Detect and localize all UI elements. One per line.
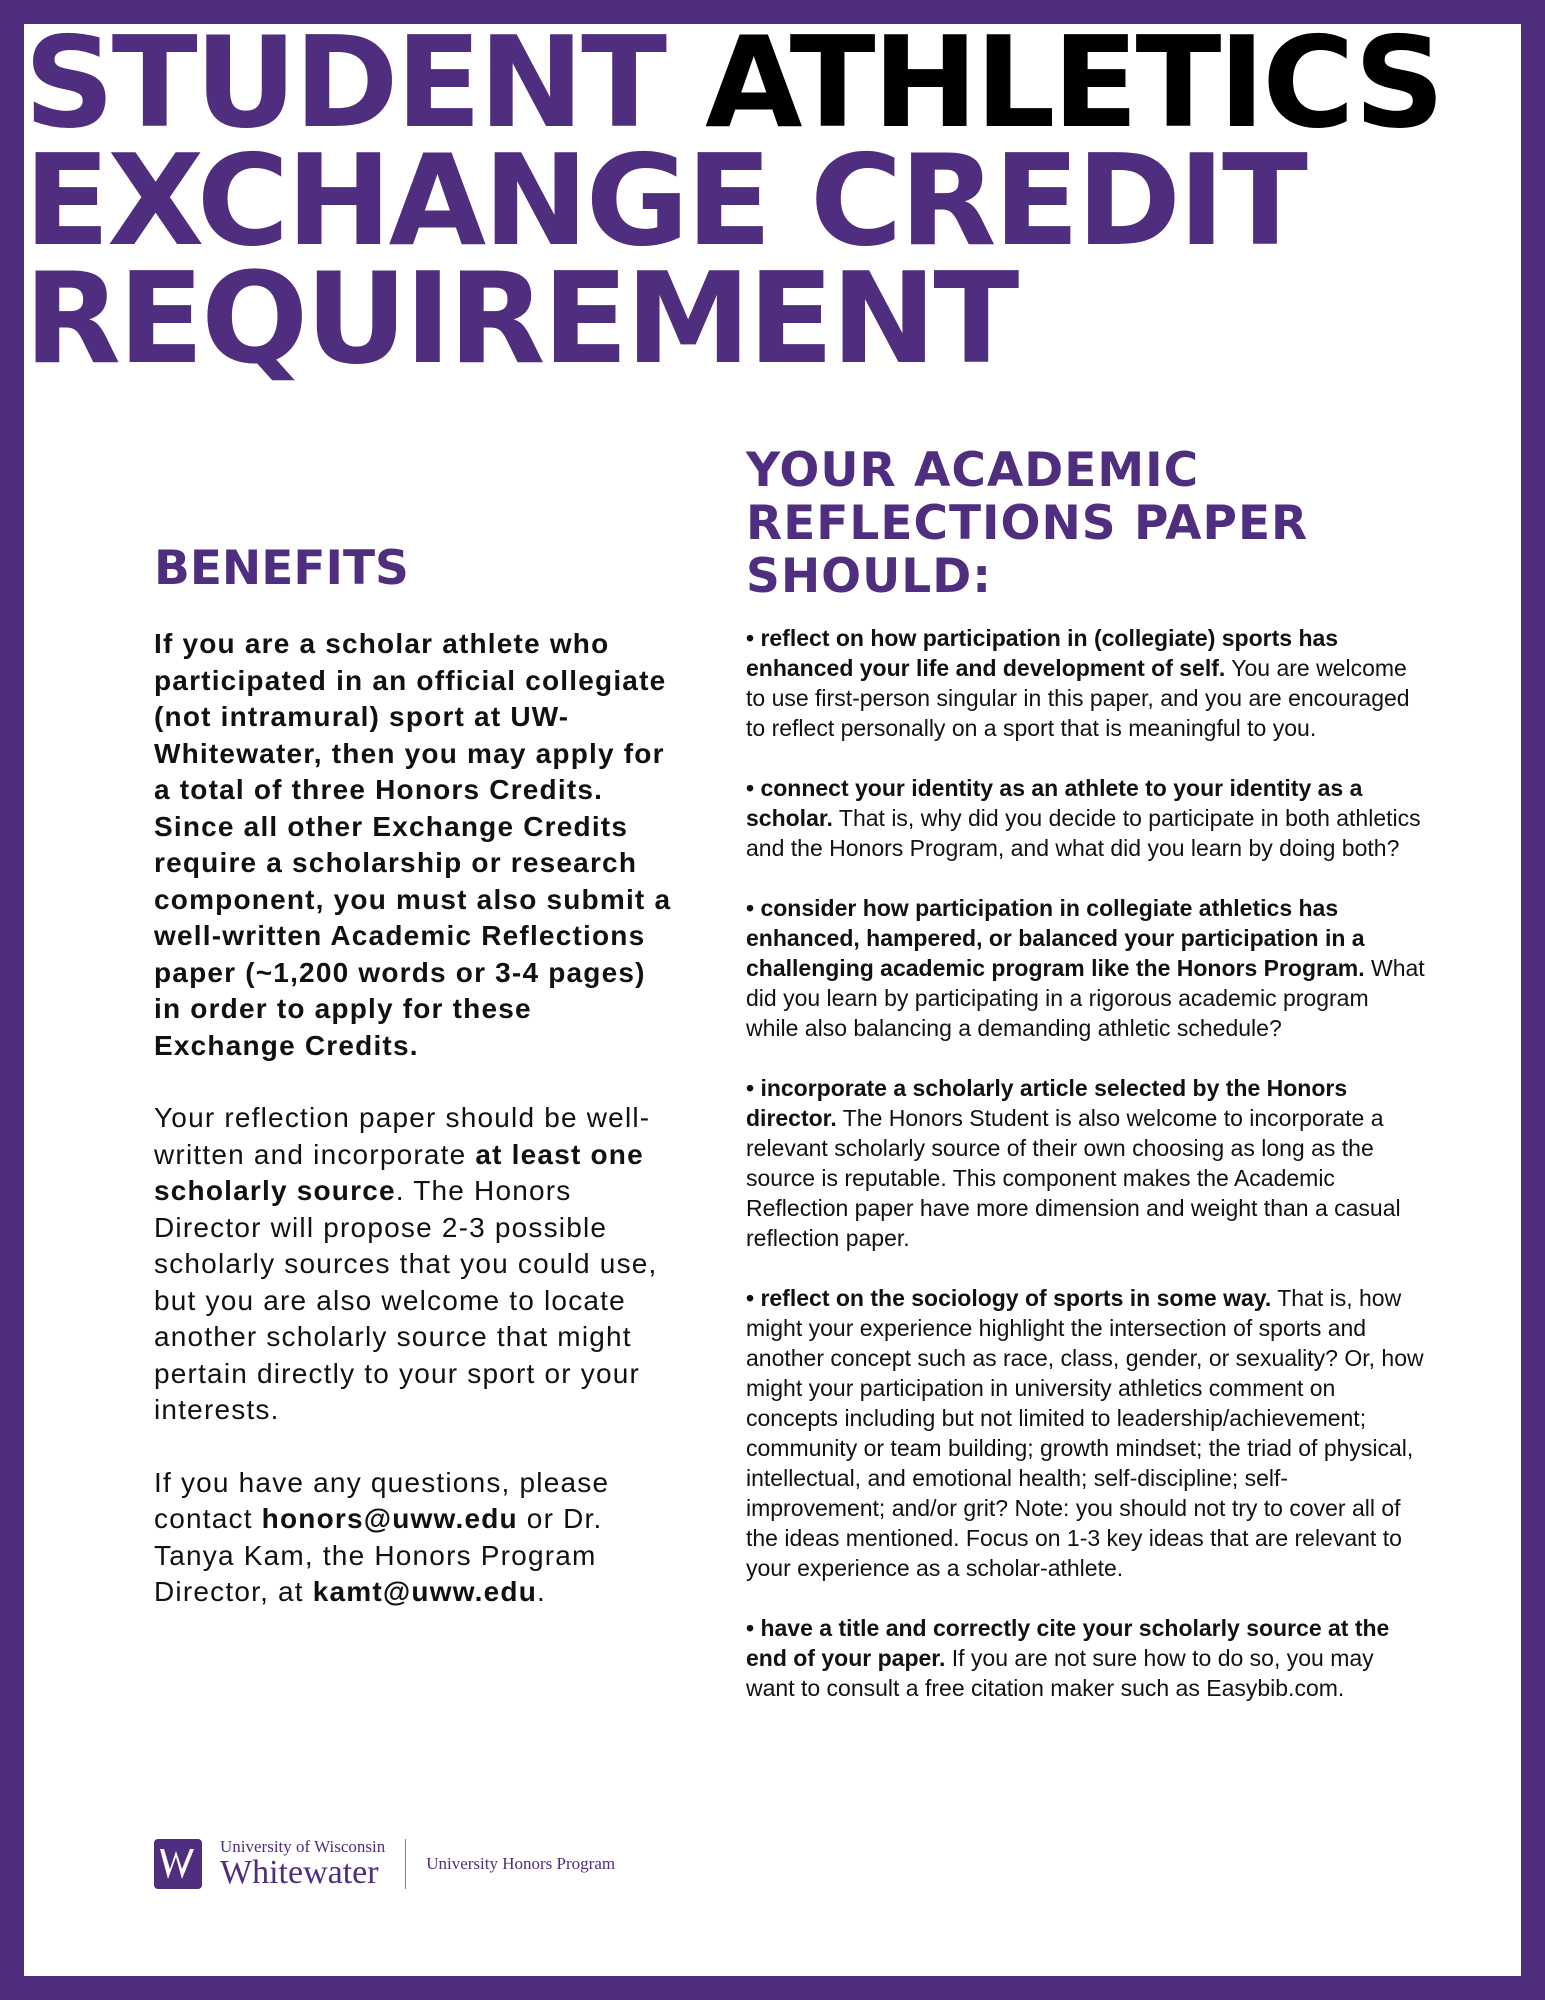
title-athletics: ATHLETICS bbox=[704, 24, 1442, 156]
page-title bbox=[24, 24, 1442, 392]
para2-text-a: Your reflection paper should be well-written and incorporate bbox=[154, 1102, 651, 1170]
list-item bbox=[746, 1073, 1426, 1253]
logo-campus: Whitewater bbox=[220, 1854, 379, 1891]
para2-text-c: . The Honors Director will propose 2-3 possible scholarly sources that you could use, but you are also welcome to locate another scholarly source that might pertain directly to your sport or your interests. bbox=[154, 1175, 658, 1425]
list-item-bold: • consider how participation in collegiate athletics has enhanced, hampered, or balanced your participation in a challenging academic program like the Honors Program. bbox=[746, 895, 1365, 981]
logo-divider bbox=[405, 1839, 406, 1889]
list-item-text: That is, why did you decide to participate in both athletics and the Honors Program, and what did you learn by doing both? bbox=[746, 805, 1421, 861]
para3-text-b: or Dr. Tanya Kam, the Honors Program Director, at bbox=[154, 1503, 603, 1607]
reflections-column bbox=[746, 444, 1426, 1733]
list-item-bold: • have a title and correctly cite your scholarly source at the end of your paper. bbox=[746, 1615, 1390, 1671]
benefits-heading: BENEFITS bbox=[154, 541, 409, 596]
list-item-bold: • reflect on the sociology of sports in some way. bbox=[746, 1285, 1272, 1311]
benefits-paragraph-2 bbox=[154, 1100, 674, 1429]
benefits-paragraph-1: If you are a scholar athlete who participated in an official collegiate (not intramural) sport at UW-Whitewater, then you may apply for a total of three Honors Credits. Since all other Exchange Credits require a scholarship or research component, you must also submit a well-written Academic Reflections paper (~1,200 words or 3-4 pages) in order to apply for these Exchange Credits. bbox=[154, 628, 672, 1061]
reflections-heading bbox=[746, 444, 1426, 603]
director-email[interactable]: kamt@uww.edu bbox=[312, 1576, 538, 1607]
benefits-column bbox=[154, 514, 674, 1647]
list-item-bold: • reflect on how participation in (collegiate) sports has enhanced your life and development of self. bbox=[746, 625, 1339, 681]
list-item-text: You are welcome to use first-person singular in this paper, and you are encouraged to reflect personally on a sport that is meaningful to you. bbox=[746, 655, 1410, 741]
para3-text-a: If you have any questions, please contact bbox=[154, 1466, 610, 1534]
uww-w-logo-icon bbox=[154, 1839, 202, 1889]
list-item bbox=[746, 1283, 1426, 1583]
para2-bold: at least one scholarly source bbox=[154, 1138, 644, 1206]
title-student: STUDENT bbox=[24, 24, 665, 156]
list-item-bold: • incorporate a scholarly article selected by the Honors director. bbox=[746, 1075, 1348, 1131]
list-item-text: That is, how might your experience highlight the intersection of sports and another concept such as race, class, gender, or sexuality? Or, how might your participation in university athletics comment on concepts including but not limited to leadership/achievement; community or team building; growth mindset; the triad of physical, intellectual, and emotional health; self-discipline; self-improvement; and/or grit? Note: you should not try to cover all of the ideas mentioned. Focus on 1-3 key ideas that are relevant to your experience as a scholar-athlete. bbox=[746, 1285, 1424, 1581]
document-page bbox=[24, 24, 1521, 1976]
list-item-text: What did you learn by participating in a rigorous academic program while also balancing a demanding athletic schedule? bbox=[746, 955, 1425, 1041]
title-line-1 bbox=[24, 24, 1442, 156]
list-item-text: If you are not sure how to do so, you may want to consult a free citation maker such as Easybib.com. bbox=[746, 1645, 1374, 1701]
para3-text-c: . bbox=[537, 1576, 546, 1607]
logo-university-line: University of Wisconsin bbox=[220, 1837, 386, 1856]
benefits-paragraph-3 bbox=[154, 1465, 674, 1611]
university-logo bbox=[154, 1834, 615, 1894]
list-item-text: The Honors Student is also welcome to incorporate a relevant scholarly source of their own choosing as long as the source is reputable. This component makes the Academic Reflection paper have more dimension and weight than a casual reflection paper. bbox=[746, 1105, 1401, 1251]
reflections-heading-text: YOUR ACADEMIC REFLECTIONS PAPER SHOULD: bbox=[746, 443, 1309, 604]
list-item-bold: • connect your identity as an athlete to your identity as a scholar. bbox=[746, 775, 1363, 831]
honors-email[interactable]: honors@uww.edu bbox=[261, 1503, 518, 1534]
list-item bbox=[746, 1613, 1426, 1703]
title-line-3: REQUIREMENT bbox=[24, 245, 1017, 392]
logo-wordmark bbox=[220, 1838, 385, 1890]
list-item bbox=[746, 893, 1426, 1043]
list-item bbox=[746, 773, 1426, 863]
logo-program: University Honors Program bbox=[426, 1854, 616, 1873]
list-item bbox=[746, 623, 1426, 743]
title-line-2: EXCHANGE CREDIT bbox=[24, 127, 1305, 274]
